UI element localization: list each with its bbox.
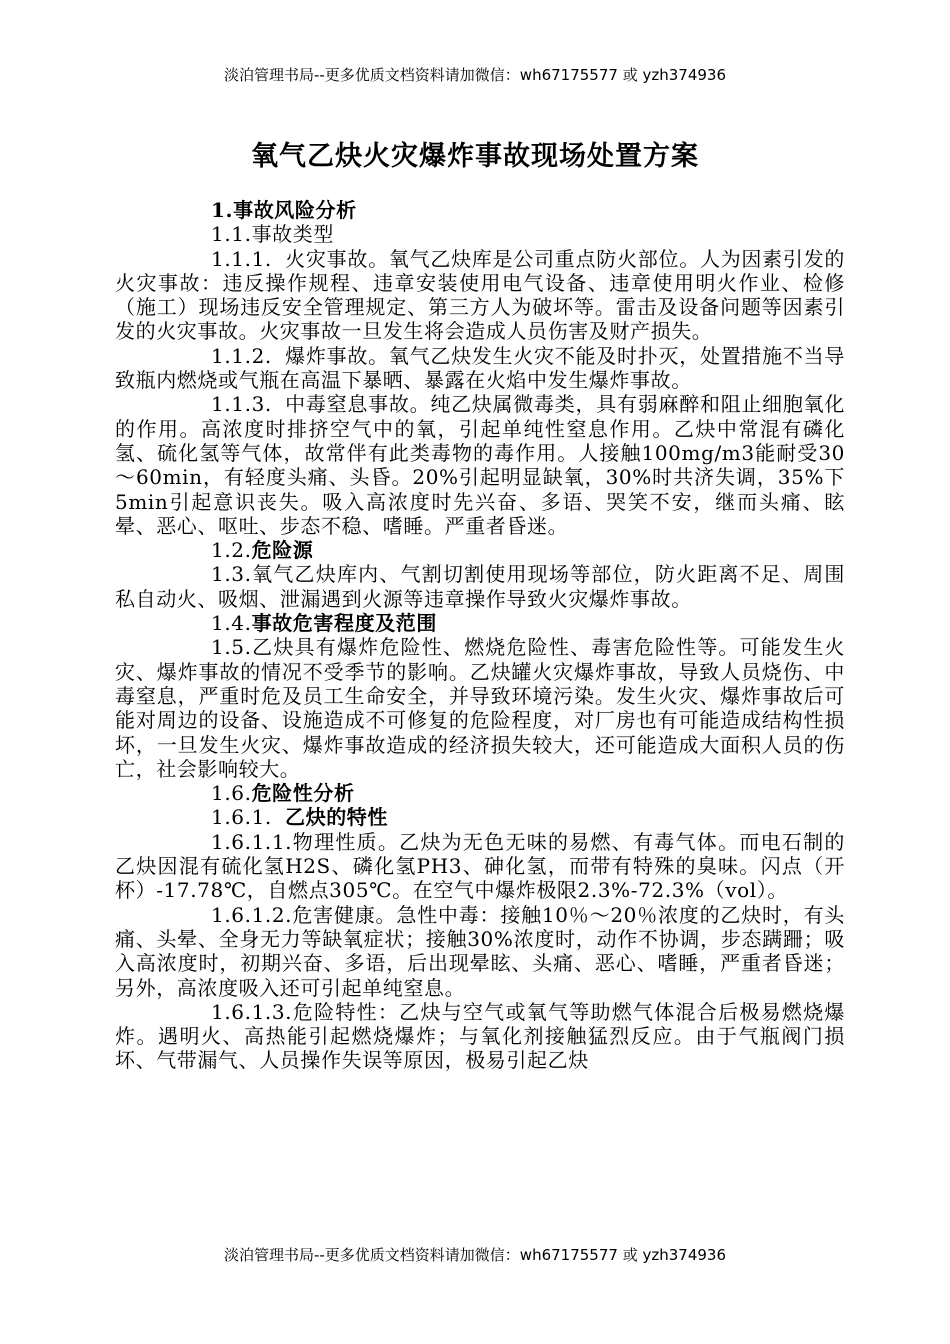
paragraph: 1.3.氧气乙炔库内、气割切割使用现场等部位，防火距离不足、周围私自动火、吸烟、泄漏遇到火源等违章操作导致火灾爆炸事故。 [115,562,845,611]
section-heading: 1.6.危险性分析 [211,781,355,806]
paragraph: 1.6.1.3.危险特性：乙炔与空气或氧气等助燃气体混合后极易燃烧爆炸。遇明火、高热能引起燃烧爆炸；与氧化剂接触猛烈反应。由于气瓶阀门损坏、气带漏气、人员操作失误等原因，极易引起乙炔 [115,999,845,1073]
document-title: 氧气乙炔火灾爆炸事故现场处置方案 [251,141,699,172]
paragraph: 1.1.3. 中毒窒息事故。纯乙炔属微毒类，具有弱麻醉和阻止细胞氧化的作用。高浓度时排挤空气中的氧，引起单纯性窒息作用。乙炔中常混有磷化氢、硫化氢等气体，故常伴有此类毒物的毒作用。人接触100mg/m3能耐受30～60min，有轻度头痛、头昏。20%引起明显缺氧，30%时共济失调，35%下5min引起意识丧失。吸入高浓度时先兴奋、多语、哭笑不安，继而头痛、眩晕、恶心、呕吐、步态不稳、嗜睡。严重者昏迷。 [115,392,845,538]
section-heading: 1.6.1. 乙炔的特性 [211,805,388,830]
document-body [115,198,845,1073]
section-heading: 1.2.危险源 [211,538,314,563]
header-note: 淡泊管理书局--更多优质文档资料请加微信：wh67175577 或 yzh374936 [223,66,726,84]
paragraph: 1.1.2. 爆炸事故。氧气乙炔发生火灾不能及时扑灭，处置措施不当导致瓶内燃烧或气瓶在高温下暴晒、暴露在火焰中发生爆炸事故。 [115,343,845,393]
paragraph: 1.6.1.2.危害健康。急性中毒：接触10％～20％浓度的乙炔时，有头痛、头晕、全身无力等缺氧症状；接触30%浓度时，动作不协调，步态蹒跚；吸入高浓度时，初期兴奋、多语，后出现晕眩、头痛、恶心、嗜睡，严重者昏迷；另外，高浓度吸入还可引起单纯窒息。 [115,902,845,1000]
paragraph: 1.5.乙炔具有爆炸危险性、燃烧危险性、毒害危险性等。可能发生火灾、爆炸事故的情况不受季节的影响。乙炔罐火灾爆炸事故，导致人员烧伤、中毒窒息，严重时危及员工生命安全，并导致环境污染。发生火灾、爆炸事故后可能对周边的设备、设施造成不可修复的危险程度，对厂房也有可能造成结构性损坏，一旦发生火灾、爆炸事故造成的经济损失较大，还可能造成大面积人员的伤亡，社会影响较大。 [115,635,845,781]
paragraph: 1.1.1. 火灾事故。氧气乙炔库是公司重点防火部位。人为因素引发的火灾事故：违反操作规程、违章安装使用电气设备、违章使用明火作业、检修（施工）现场违反安全管理规定、第三方人为破坏等。雷击及设备问题等因素引发的火灾事故。火灾事故一旦发生将会造成人员伤害及财产损失。 [115,246,845,344]
section-heading: 1.1.事故类型 [211,222,334,247]
footer-note: 淡泊管理书局--更多优质文档资料请加微信：wh67175577 或 yzh374936 [223,1246,726,1264]
section-heading: 1.4.事故危害程度及范围 [211,611,437,636]
paragraph: 1.6.1.1.物理性质。乙炔为无色无味的易燃、有毒气体。而电石制的乙炔因混有硫化氢H2S、磷化氢PH3、砷化氢，而带有特殊的臭味。闪点（开杯）-17.78℃，自燃点305℃。在空气中爆炸极限2.3%-72.3%（vol）。 [115,829,845,903]
section-heading: 1.事故风险分析 [211,198,357,222]
